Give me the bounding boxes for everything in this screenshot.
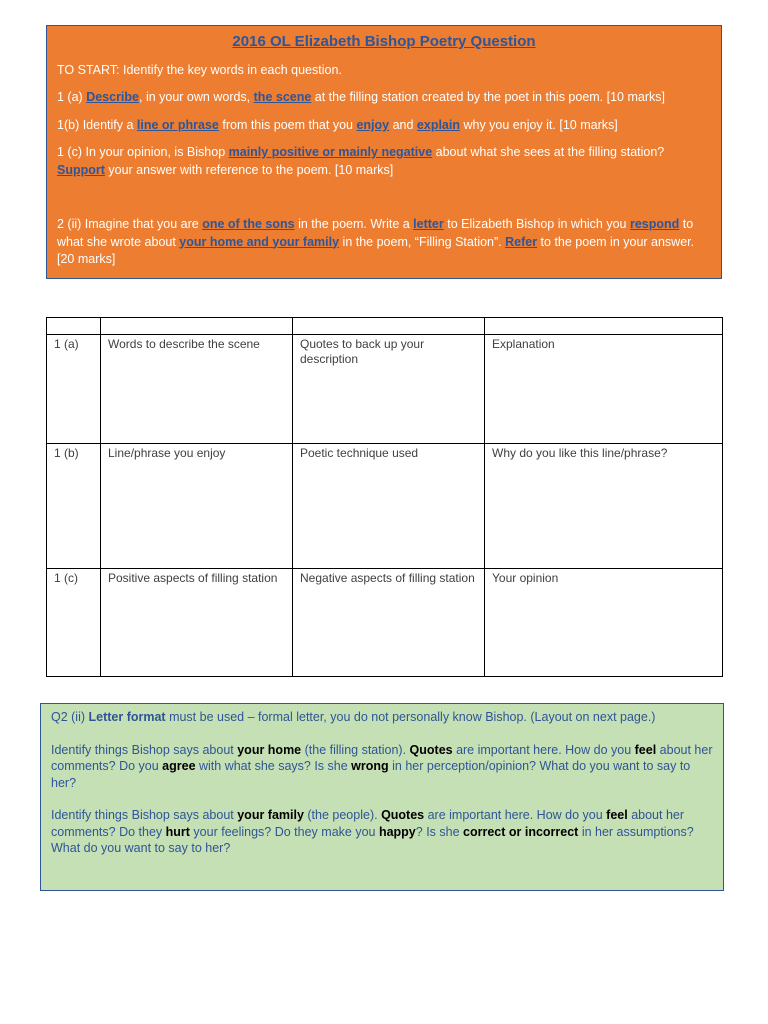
guidance-box [40,703,724,891]
keyword: Quotes [409,742,453,757]
question-1a [47,89,721,107]
question-box [46,25,722,279]
question-1b [47,117,721,135]
text: your feelings? Do they make you [189,824,379,839]
letter-format-note [51,709,713,726]
text: (the people). [303,808,382,822]
text: in her perception/opinion? What do you want to say to her? [51,759,691,790]
table-row [47,335,723,444]
row-label: 1 (c) [47,569,101,677]
text: your answer with reference to the poem. [10 marks] [104,162,394,177]
text: Identify things Bishop says about [51,742,238,757]
table-row [47,569,723,677]
keyword: enjoy [356,118,390,132]
keyword: Quotes [381,808,425,822]
keyword: happy [378,824,416,839]
table-cell[interactable]: Poetic technique used [293,444,485,569]
text: in her assumptions? What do you want to say to her? [51,824,694,855]
keyword: mainly positive or mainly negative [228,145,433,159]
table-header-row [47,318,723,335]
table-cell[interactable] [101,318,293,335]
keyword: the scene [253,90,312,104]
keyword: wrong [351,759,389,773]
text: Q2 (ii) [51,710,89,724]
keyword: your home and your family [179,234,340,249]
question-2 [47,216,721,269]
table-cell[interactable] [293,318,485,335]
keyword: correct or incorrect [463,824,579,839]
text: 2 (ii) Imagine that you are [57,217,203,231]
page-title: 2016 OL Elizabeth Bishop Poetry Question [232,33,536,50]
table-cell[interactable]: Positive aspects of filling station [101,569,293,677]
table-cell[interactable]: Words to describe the scene [101,335,293,444]
question-1c [47,144,721,179]
keyword: Letter format [88,710,166,724]
text: in the poem, “Filling Station”. [339,234,506,249]
text: about her comments? Do they [51,808,685,839]
text: are important here. How do you [452,742,635,757]
text: , in your own words, [139,90,254,104]
table-cell[interactable]: Explanation [485,335,723,444]
keyword: feel [606,808,628,822]
table-row [47,444,723,569]
text: from this poem that you [218,118,357,132]
keyword: your home [237,742,302,757]
text: at the filling station created by the poet in this poem. [10 marks] [311,90,665,104]
text: must be used – formal letter, you do not personally know Bishop. (Layout on next page.) [165,710,656,724]
text: ? Is she [415,824,464,839]
text: 1(b) Identify a [57,118,137,132]
table-cell[interactable] [485,318,723,335]
text: to the poem in your answer. [20 marks] [57,234,695,266]
text: 1 (a) [57,90,87,104]
keyword: your family [237,808,304,822]
keyword: line or phrase [136,118,219,132]
text: about her comments? Do you [51,742,713,773]
keyword: respond [629,217,680,231]
row-label: 1 (b) [47,444,101,569]
table-cell[interactable]: Quotes to back up your description [293,335,485,444]
row-label: 1 (a) [47,335,101,444]
keyword: explain [416,118,460,132]
home-guidance [51,742,713,792]
family-guidance [51,807,713,857]
table-cell[interactable]: Line/phrase you enjoy [101,444,293,569]
text: and [389,118,417,132]
keyword: Describe [86,90,139,104]
text: in the poem. Write a [294,217,414,231]
table-cell[interactable]: Negative aspects of filling station [293,569,485,677]
text: to Elizabeth Bishop in which you [443,217,630,231]
text: (the filling station). [301,742,410,757]
answer-table [46,317,723,677]
text: with what she says? Is she [195,759,352,773]
text: to what she wrote about [57,217,694,249]
keyword: hurt [165,824,190,839]
keyword: agree [162,759,196,773]
text: about what she sees at the filling station? [432,145,665,159]
table-cell[interactable] [47,318,101,335]
keyword: letter [413,217,444,231]
table-cell[interactable]: Your opinion [485,569,723,677]
keyword: feel [634,742,657,757]
table-cell[interactable]: Why do you like this line/phrase? [485,444,723,569]
text: Identify things Bishop says about [51,808,238,822]
keyword: Refer [505,234,538,249]
keyword: Support [57,162,105,177]
text: why you enjoy it. [10 marks] [460,118,618,132]
keyword: one of the sons [202,217,295,231]
to-start-instruction: TO START: Identify the key words in each question. [57,63,342,77]
text: 1 (c) In your opinion, is Bishop [57,145,229,159]
text: are important here. How do you [424,808,607,822]
